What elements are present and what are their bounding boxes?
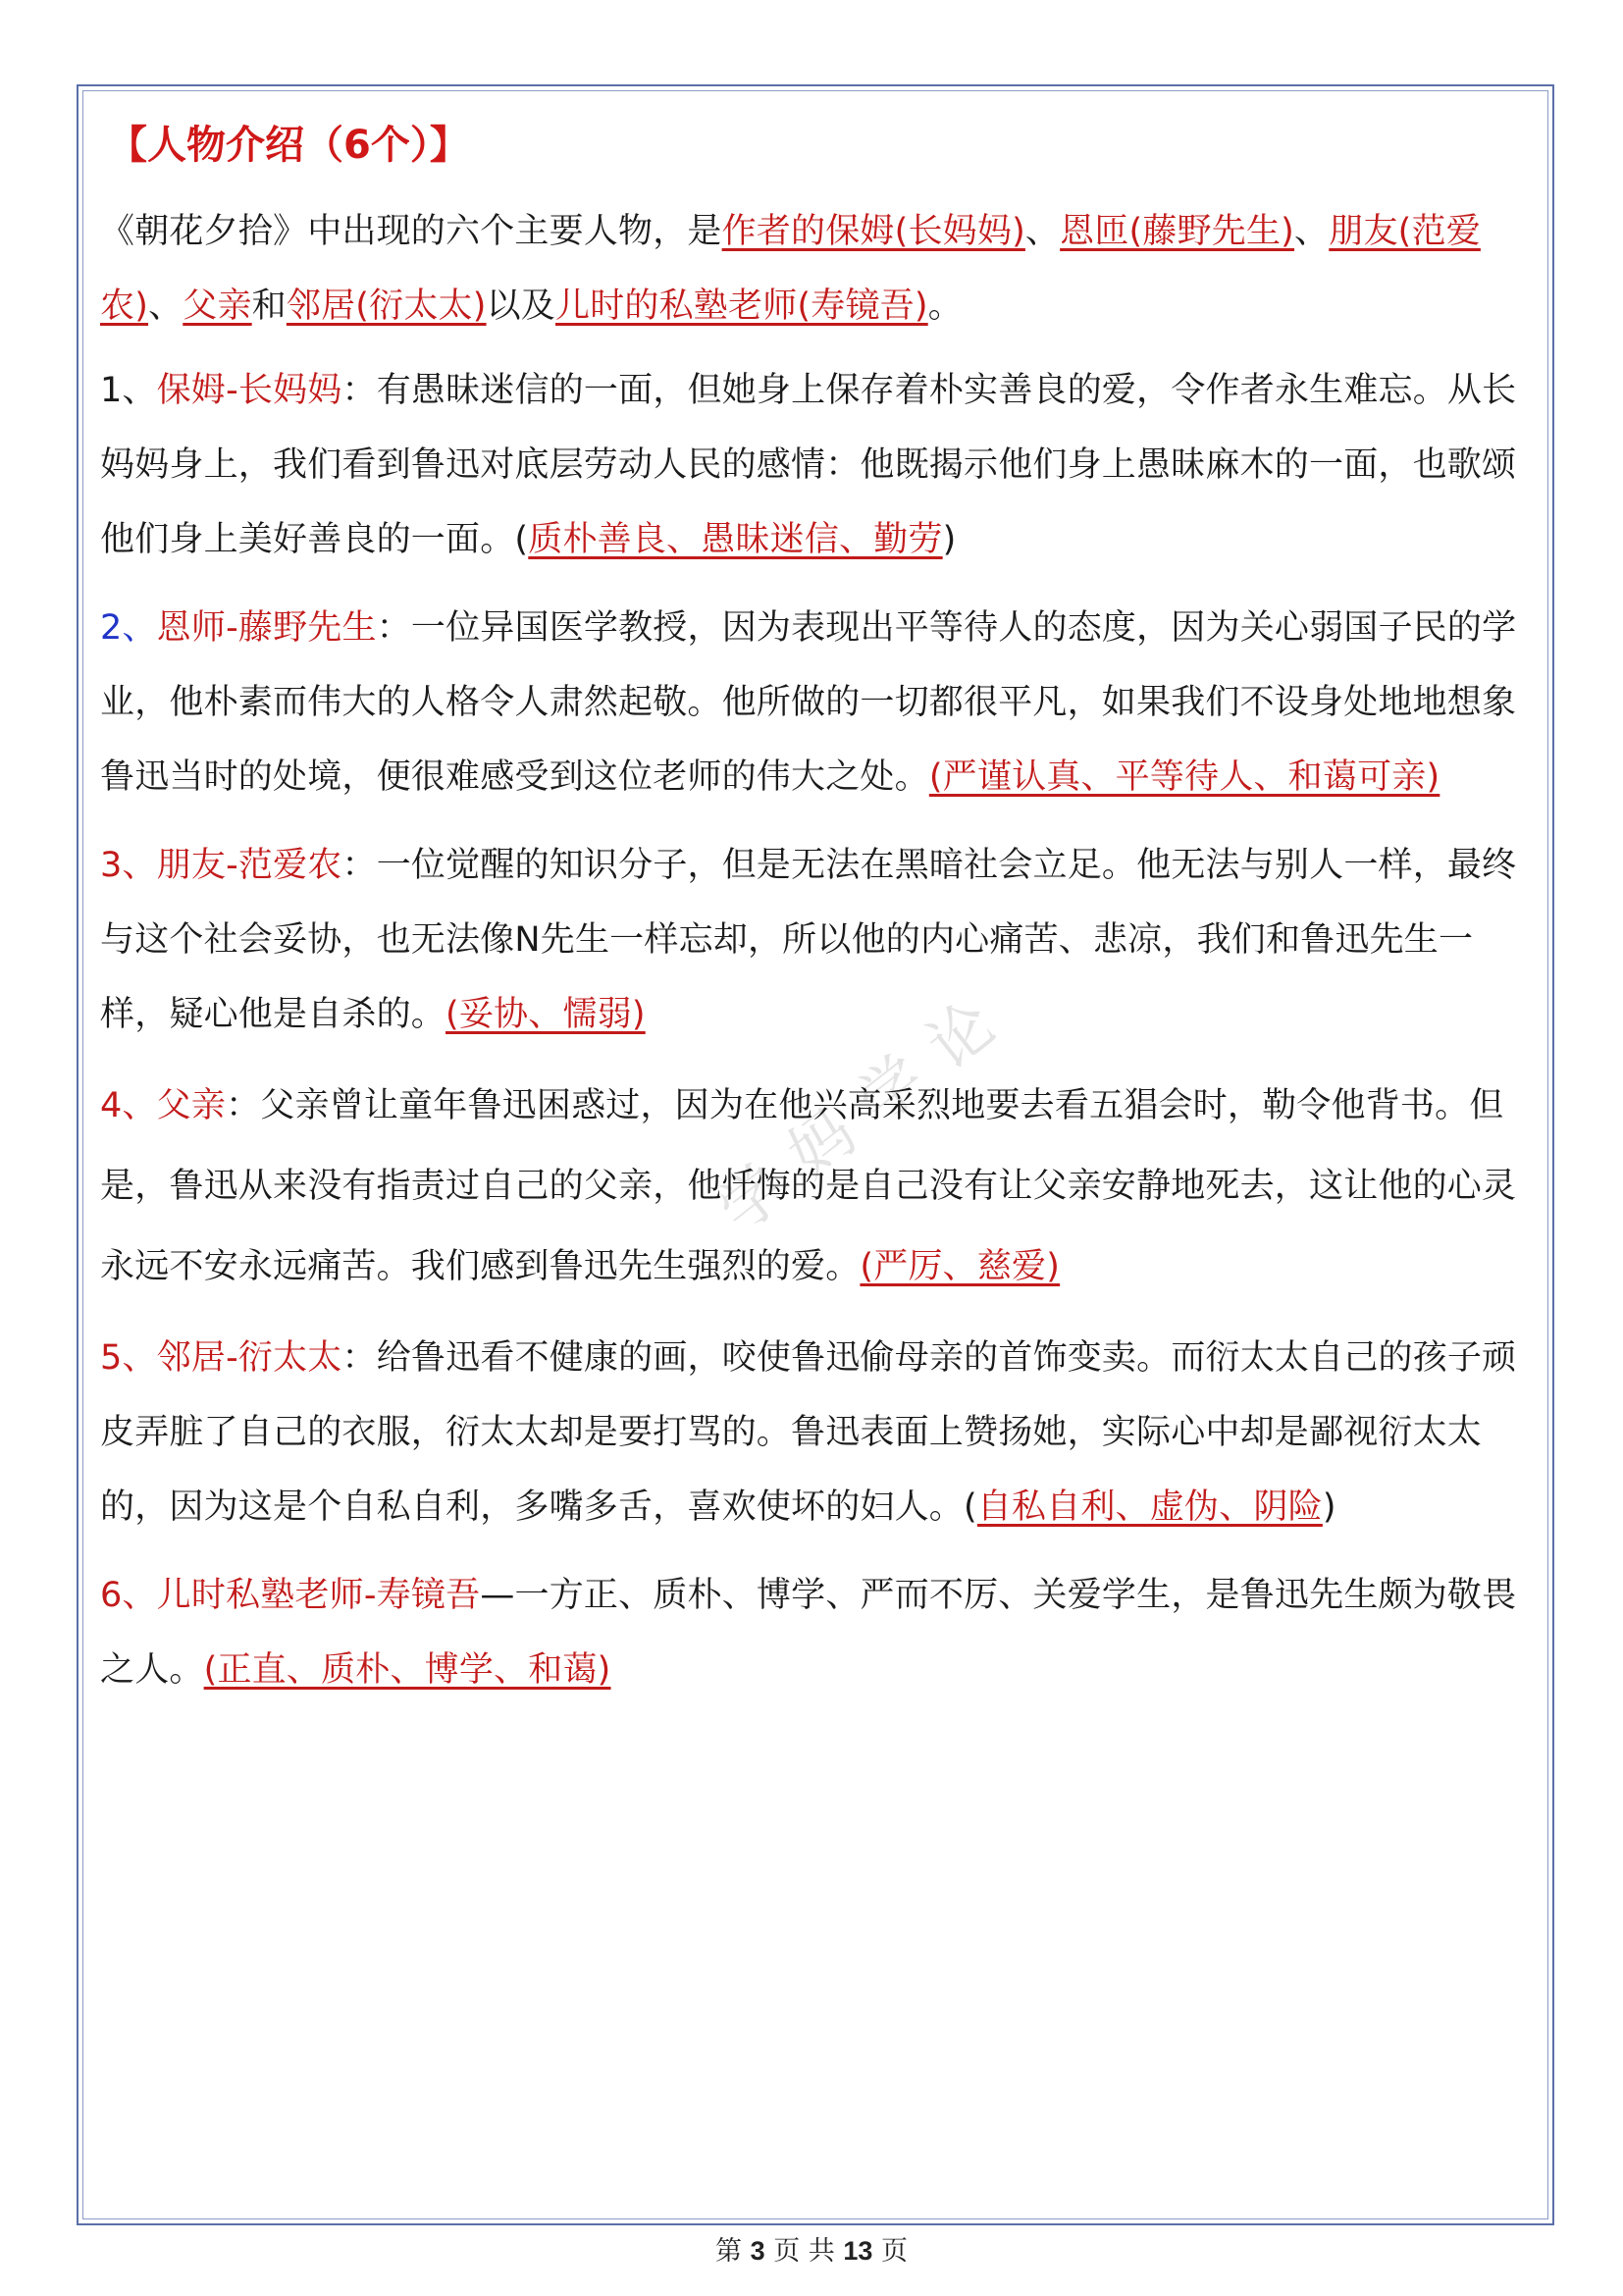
footer-suffix: 页 [881, 2236, 909, 2267]
intro-character-neighbor: 邻居(衍太太) [286, 287, 487, 326]
character-traits: (严谨认真、平等待人、和蔼可亲) [928, 757, 1440, 797]
intro-separator: 、 [1024, 212, 1061, 251]
character-label: 邻居-衍太太 [156, 1338, 342, 1378]
label-colon: ： [376, 608, 411, 648]
character-label: 朋友-范爱农 [156, 846, 342, 885]
character-item-6 [100, 1558, 1533, 1707]
page-footer [0, 2229, 1623, 2268]
character-description: —一方正、质朴、博学、严而不厉、关爱学生，是鲁迅先生颇为敬畏之人。 [100, 1576, 1517, 1690]
current-page-number: 3 [750, 2236, 765, 2266]
item-number: 1、 [100, 371, 157, 410]
item-number: 3、 [100, 846, 157, 885]
character-label: 父亲 [156, 1086, 227, 1125]
intro-separator: 、 [1294, 212, 1330, 251]
intro-text: 《朝花夕拾》中出现的六个主要人物，是 [100, 212, 722, 251]
label-colon: ： [341, 371, 377, 410]
character-item-3 [100, 828, 1533, 1052]
character-description: 一位觉醒的知识分子，但是无法在黑暗社会立足。他无法与别人一样，最终与这个社会妥协，也无法像N先生一样忘却，所以他的内心痛苦、悲凉，我们和鲁迅先生一样，疑心他是自杀的。 [100, 846, 1517, 1034]
item-number: 5、 [100, 1338, 157, 1378]
item-number: 6、 [100, 1576, 157, 1615]
character-item-1 [100, 353, 1533, 577]
document-body [100, 116, 1533, 1721]
character-traits: (严厉、慈爱) [860, 1247, 1061, 1286]
character-item-4 [100, 1066, 1533, 1307]
character-label: 恩师-藤野先生 [156, 608, 377, 648]
label-colon: ： [226, 1086, 261, 1125]
character-description: 一位异国医学教授，因为表现出平等待人的态度，因为关心弱国子民的学业，他朴素而伟大的人格令人肃然起敬。他所做的一切都很平凡，如果我们不设身处地地想象鲁迅当时的处境，便很难感受到这位老师的伟大之处。 [100, 608, 1517, 797]
footer-prefix: 第 [714, 2236, 742, 2267]
intro-character-nanny: 作者的保姆(长妈妈) [721, 212, 1025, 251]
character-item-2 [100, 591, 1533, 814]
intro-character-friend: 朋友(范爱农) [100, 212, 1481, 326]
intro-separator: 以及 [486, 287, 555, 326]
item-number: 4、 [100, 1086, 157, 1125]
character-traits: (正直、质朴、博学、和蔼) [203, 1650, 611, 1690]
character-label: 儿时私塾老师-寿镜吾 [156, 1576, 481, 1615]
intro-character-teacher: 恩匝(藤野先生) [1060, 212, 1295, 251]
intro-character-tutor: 儿时的私塾老师(寿镜吾) [555, 287, 928, 326]
intro-end: 。 [927, 287, 963, 326]
character-description: 父亲曾让童年鲁迅困惑过，因为在他兴高采烈地要去看五猖会时，勒令他背书。但是，鲁迅从来没有指责过自己的父亲，他忏悔的是自己没有让父亲安静地死去，这让他的心灵永远不安永远痛苦。我们感到鲁迅先生强烈的爱。 [100, 1086, 1517, 1286]
footer-middle: 页 共 [773, 2236, 835, 2267]
total-pages: 13 [843, 2236, 873, 2266]
character-item-5 [100, 1321, 1533, 1544]
character-label: 保姆-长妈妈 [156, 371, 342, 410]
character-description: 有愚昧迷信的一面，但她身上保存着朴实善良的爱，令作者永生难忘。从长妈妈身上，我们看到鲁迅对底层劳动人民的感情：他既揭示他们身上愚昧麻木的一面，也歌颂他们身上美好善良的一面。( [100, 371, 1517, 559]
traits-close: ) [1322, 1487, 1336, 1527]
label-colon: ： [341, 1338, 377, 1378]
section-title: 【人物介绍（6个）】 [108, 123, 469, 168]
watermark: 学妈学论 [706, 971, 1029, 1247]
intro-separator: 、 [148, 287, 183, 326]
character-traits: 自私自利、虚伪、阴险 [976, 1487, 1323, 1527]
intro-separator: 和 [251, 287, 287, 326]
character-description: 给鲁迅看不健康的画，咬使鲁迅偷母亲的首饰变卖。而衍太太自己的孩子顽皮弄脏了自己的衣服，衍太太却是要打骂的。鲁迅表面上赞扬她，实际心中却是鄙视衍太太的，因为这是个自私自利，多嘴多舌，喜欢使坏的妇人。( [100, 1338, 1517, 1527]
character-traits: (妥协、懦弱) [445, 995, 646, 1034]
intro-character-father: 父亲 [183, 287, 252, 326]
intro-paragraph [100, 194, 1533, 343]
label-colon: ： [341, 846, 377, 885]
item-number: 2、 [100, 608, 157, 648]
character-traits: 质朴善良、愚昧迷信、勤劳 [528, 520, 943, 559]
traits-close: ) [942, 520, 957, 559]
